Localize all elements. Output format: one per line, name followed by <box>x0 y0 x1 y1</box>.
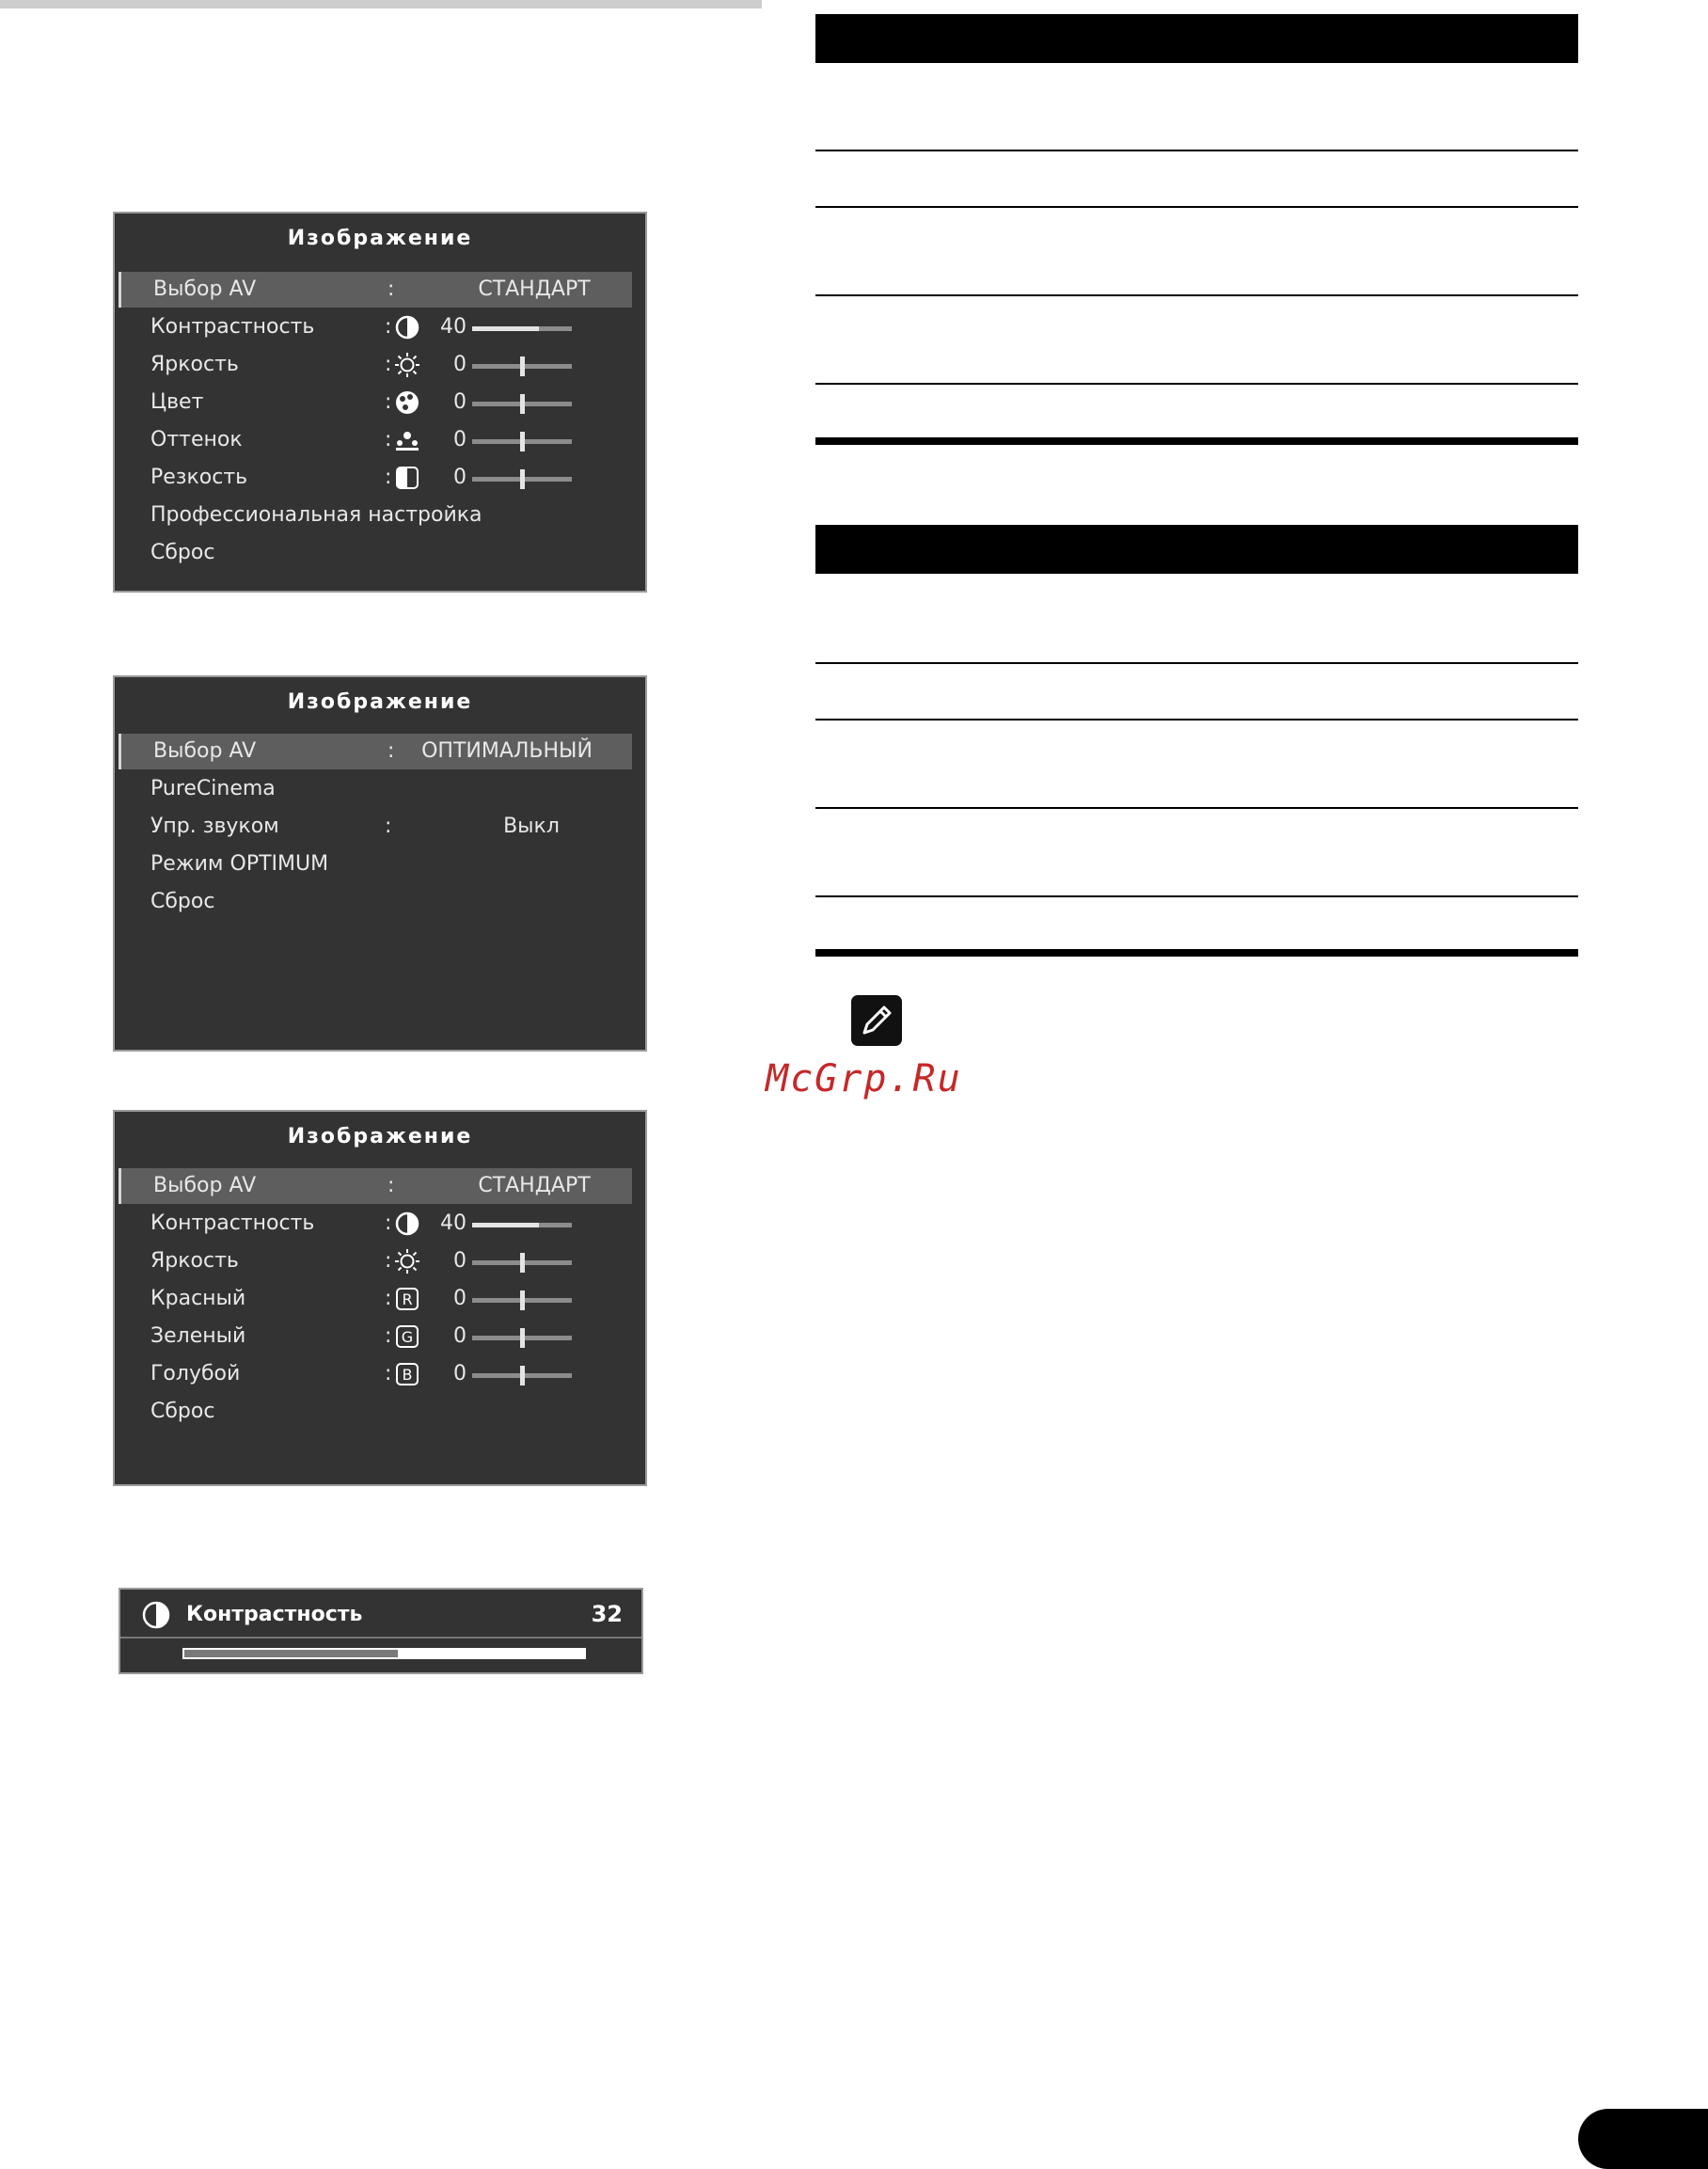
contrast-slider[interactable] <box>472 326 572 331</box>
table-1-bottom-rule <box>815 437 1578 445</box>
menu-row-contrast[interactable] <box>119 1206 632 1242</box>
row-label: Зеленый <box>150 1324 246 1348</box>
row-number: 0 <box>453 466 467 489</box>
row-colon: : <box>385 1362 392 1385</box>
picture-menu-panel-1 <box>113 212 647 593</box>
row-colon: : <box>385 1249 392 1273</box>
row-number: 0 <box>453 1324 467 1348</box>
row-label: PureCinema <box>150 777 276 800</box>
slider-knob[interactable] <box>520 356 525 376</box>
brightness-slider[interactable] <box>472 364 572 369</box>
row-label: Выбор AV <box>153 739 257 763</box>
menu-row-red[interactable] <box>119 1281 632 1317</box>
table-2-row-divider <box>815 807 1578 809</box>
panel-title: Изображение <box>287 227 473 250</box>
slider-knob[interactable] <box>520 394 525 414</box>
row-label: Резкость <box>150 466 248 489</box>
menu-row-reset[interactable] <box>119 884 632 920</box>
menu-row-av-selection[interactable] <box>119 734 632 769</box>
row-label: Оттенок <box>150 428 243 451</box>
contrast-slider[interactable] <box>472 1223 572 1227</box>
color-slider[interactable] <box>472 402 572 406</box>
row-colon: : <box>385 1324 392 1348</box>
row-colon: : <box>385 428 392 451</box>
table-1-row-divider <box>815 383 1578 385</box>
panel-title: Изображение <box>287 690 473 714</box>
contrast-level-track[interactable] <box>182 1648 586 1659</box>
slider-knob[interactable] <box>520 1366 525 1385</box>
row-number: 40 <box>440 315 467 339</box>
row-number: 0 <box>453 428 467 451</box>
page-number-tab <box>1578 2109 1708 2169</box>
row-label: Сброс <box>150 1400 215 1423</box>
row-label: Цвет <box>150 390 204 414</box>
table-1-row-divider <box>815 150 1578 151</box>
table-2-row-divider <box>815 719 1578 720</box>
svg-text:G: G <box>401 1328 414 1346</box>
tint-icon <box>394 427 420 453</box>
slider-knob[interactable] <box>520 1328 525 1348</box>
row-number: 0 <box>453 390 467 414</box>
row-colon: : <box>385 315 392 339</box>
watermark: McGrp.Ru <box>766 1057 962 1100</box>
menu-row-reset[interactable] <box>119 1394 632 1430</box>
row-number: 0 <box>453 1249 467 1273</box>
contrast-adjust-bar <box>119 1588 643 1674</box>
row-value: ОПТИМАЛЬНЫЙ <box>421 739 593 763</box>
picture-menu-panel-2 <box>113 675 647 1052</box>
menu-row-sound-control[interactable] <box>119 809 632 845</box>
contrast-bar-label: Контрастность <box>186 1603 363 1626</box>
menu-row-contrast[interactable] <box>119 309 632 345</box>
contrast-icon <box>394 1211 420 1237</box>
slider-knob[interactable] <box>520 1290 525 1310</box>
row-label: Яркость <box>150 1249 239 1273</box>
menu-row-optimum-mode[interactable] <box>119 847 632 882</box>
menu-row-sharpness[interactable] <box>119 460 632 496</box>
sharpness-icon <box>394 465 420 491</box>
note-pencil-icon <box>851 995 902 1046</box>
menu-row-color[interactable] <box>119 385 632 420</box>
row-label: Яркость <box>150 353 239 376</box>
color-icon <box>394 389 420 416</box>
row-label: Контрастность <box>150 1211 315 1235</box>
slider-fill <box>472 1223 539 1227</box>
table-2-row-divider <box>815 895 1578 897</box>
panel-title: Изображение <box>287 1125 473 1148</box>
top-rule <box>0 0 762 8</box>
row-colon: : <box>387 739 395 763</box>
menu-row-brightness[interactable] <box>119 347 632 383</box>
slider-knob[interactable] <box>520 1253 525 1273</box>
contrast-level-fill <box>184 1650 398 1657</box>
menu-row-reset[interactable] <box>119 535 632 571</box>
menu-row-av-selection[interactable] <box>119 1168 632 1204</box>
menu-row-tint[interactable] <box>119 422 632 458</box>
green-icon <box>394 1323 420 1350</box>
table-2-bottom-rule <box>815 949 1578 957</box>
blue-slider[interactable] <box>472 1373 572 1378</box>
brightness-icon <box>394 352 420 378</box>
slider-knob[interactable] <box>520 469 525 489</box>
brightness-slider[interactable] <box>472 1260 572 1265</box>
green-slider[interactable] <box>472 1336 572 1340</box>
row-colon: : <box>385 815 392 838</box>
menu-row-green[interactable] <box>119 1319 632 1354</box>
menu-row-pro-adjust[interactable] <box>119 498 632 533</box>
blue-icon <box>394 1361 420 1387</box>
contrast-icon <box>394 314 420 340</box>
menu-row-purecinema[interactable] <box>119 771 632 807</box>
row-label: Голубой <box>150 1362 241 1385</box>
table-1-header <box>815 14 1578 63</box>
slider-knob[interactable] <box>520 432 525 451</box>
row-value: СТАНДАРТ <box>478 1174 591 1197</box>
red-icon <box>394 1286 420 1312</box>
menu-row-brightness[interactable] <box>119 1243 632 1279</box>
row-colon: : <box>385 353 392 376</box>
contrast-icon <box>141 1600 171 1630</box>
table-1-row-divider <box>815 206 1578 208</box>
row-colon: : <box>385 1211 392 1235</box>
row-label: Профессиональная настройка <box>150 503 482 527</box>
row-label: Упр. звуком <box>150 815 279 838</box>
row-label: Выбор AV <box>153 277 257 301</box>
row-number: 40 <box>440 1211 467 1235</box>
row-colon: : <box>385 1287 392 1310</box>
row-colon: : <box>387 277 395 301</box>
red-slider[interactable] <box>472 1298 572 1303</box>
row-label: Режим OPTIMUM <box>150 852 329 876</box>
row-colon: : <box>385 390 392 414</box>
brightness-icon <box>394 1248 420 1274</box>
row-label: Красный <box>150 1287 246 1310</box>
row-value: Выкл <box>503 815 560 838</box>
row-number: 0 <box>453 353 467 376</box>
svg-text:R: R <box>402 1290 413 1308</box>
sharpness-slider[interactable] <box>472 477 572 482</box>
picture-menu-panel-3 <box>113 1110 647 1486</box>
table-2-header <box>815 525 1578 574</box>
divider <box>120 1637 641 1639</box>
row-label: Сброс <box>150 541 215 564</box>
table-1-row-divider <box>815 294 1578 296</box>
menu-row-blue[interactable] <box>119 1356 632 1392</box>
menu-row-av-selection[interactable] <box>119 272 632 308</box>
row-label: Контрастность <box>150 315 315 339</box>
row-number: 0 <box>453 1287 467 1310</box>
row-label: Выбор AV <box>153 1174 257 1197</box>
svg-text:B: B <box>402 1366 413 1384</box>
contrast-bar-value: 32 <box>591 1601 623 1627</box>
row-value: СТАНДАРТ <box>478 277 591 301</box>
row-colon: : <box>387 1174 395 1197</box>
slider-fill <box>472 326 539 331</box>
row-label: Сброс <box>150 890 215 913</box>
row-colon: : <box>385 466 392 489</box>
tint-slider[interactable] <box>472 439 572 444</box>
table-2-row-divider <box>815 662 1578 664</box>
row-number: 0 <box>453 1362 467 1385</box>
